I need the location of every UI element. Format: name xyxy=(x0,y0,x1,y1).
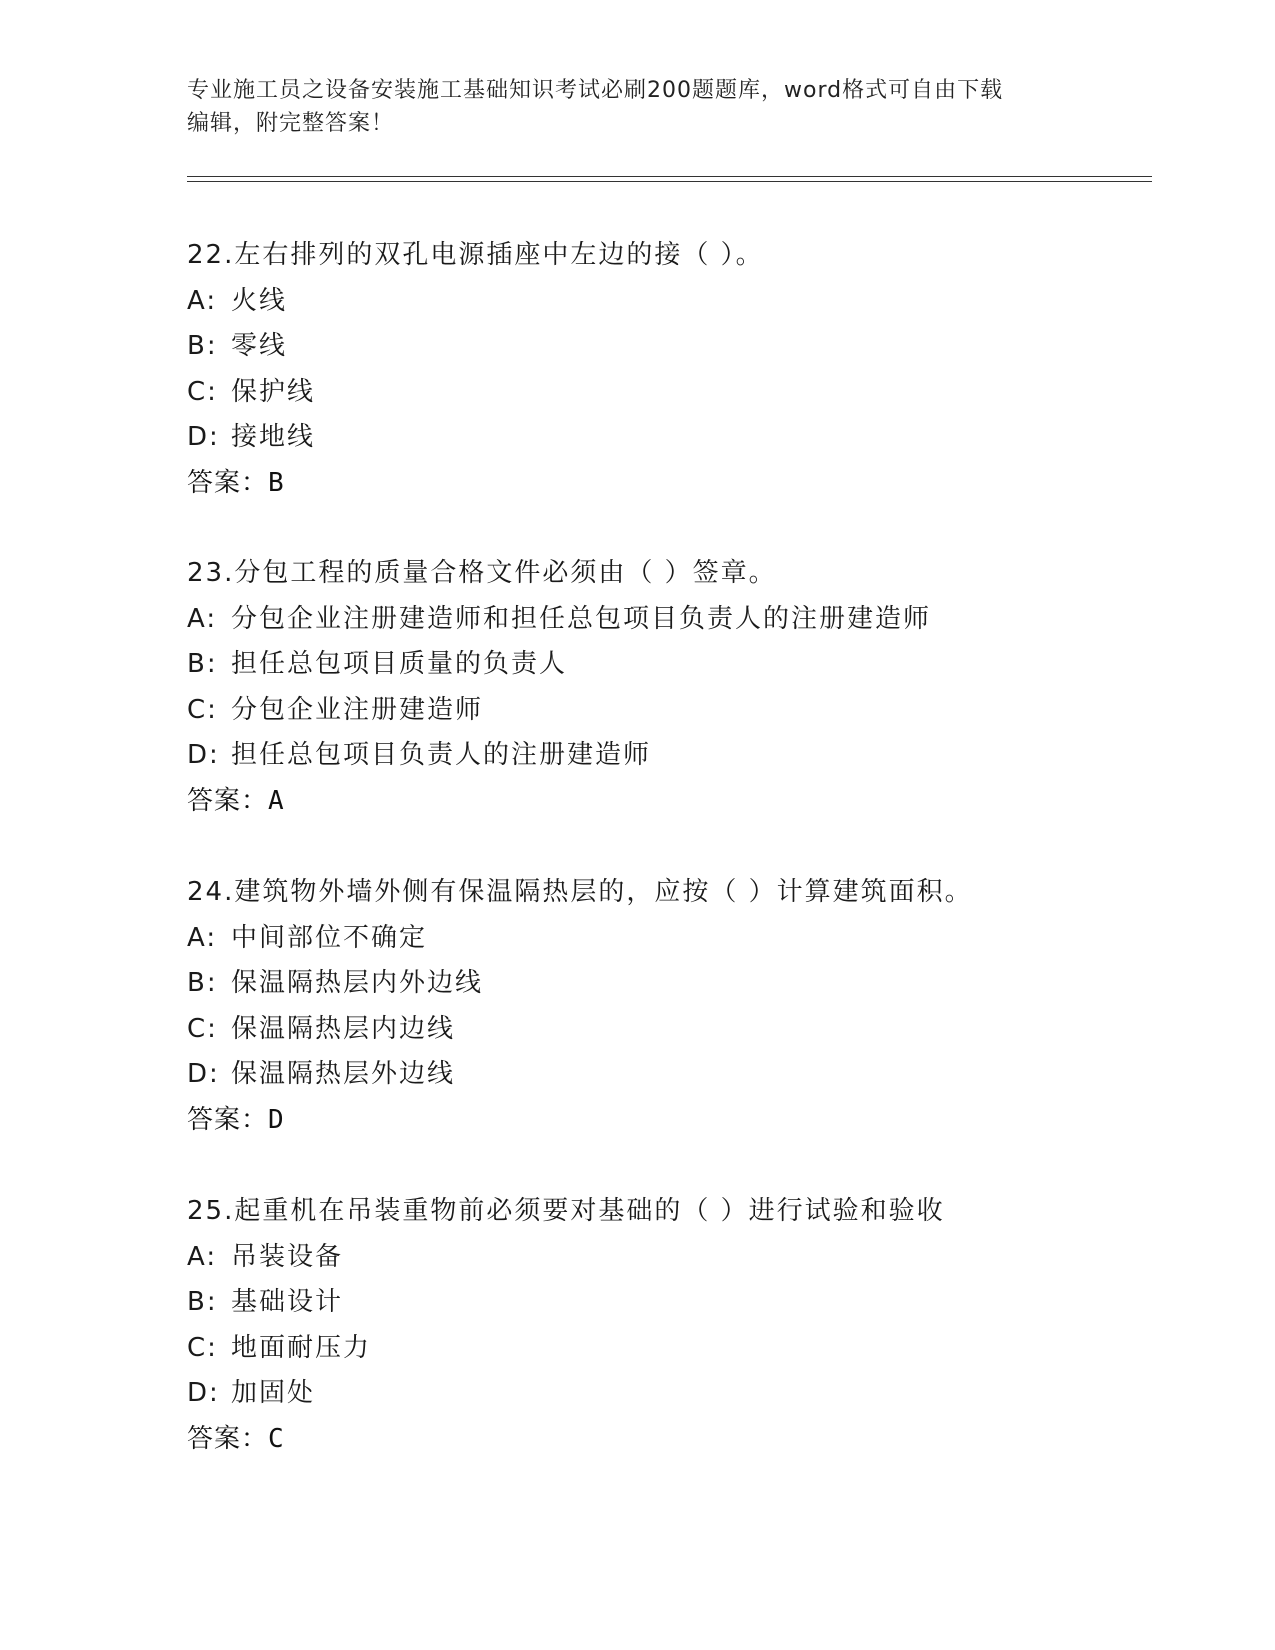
answer-label: 答案： xyxy=(187,1423,269,1454)
option-letter: D: xyxy=(187,422,220,453)
answer-label: 答案： xyxy=(187,467,269,498)
option-c xyxy=(187,1326,1147,1372)
option-d xyxy=(187,415,1147,461)
option-text: 保温隔热层内外边线 xyxy=(231,968,484,999)
option-text: 保温隔热层外边线 xyxy=(231,1059,456,1090)
option-c xyxy=(187,370,1147,416)
option-text: 担任总包项目负责人的注册建造师 xyxy=(231,740,652,771)
option-letter: D: xyxy=(187,740,220,771)
option-d xyxy=(187,733,1147,779)
option-text: 基础设计 xyxy=(231,1287,344,1318)
option-text: 接地线 xyxy=(231,422,316,453)
answer-value: B xyxy=(268,467,284,498)
question-block xyxy=(187,1189,1147,1463)
question-stem: 24.建筑物外墙外侧有保温隔热层的，应按（ ）计算建筑面积。 xyxy=(187,877,973,907)
answer-line xyxy=(187,779,1147,825)
question-block xyxy=(187,870,1147,1144)
answer-value: D xyxy=(268,1104,284,1135)
option-letter: D: xyxy=(187,1059,220,1090)
option-letter: C: xyxy=(187,1013,218,1044)
answer-value: C xyxy=(268,1423,284,1454)
header-line-1: 专业施工员之设备安装施工基础知识考试必刷200题题库，word格式可自由下载 xyxy=(187,78,1004,103)
option-text: 吊装设备 xyxy=(231,1241,344,1272)
question-stem: 23.分包工程的质量合格文件必须由（ ）签章。 xyxy=(187,558,777,588)
option-text: 分包企业注册建造师和担任总包项目负责人的注册建造师 xyxy=(231,603,932,634)
option-letter: B: xyxy=(187,331,218,362)
option-b xyxy=(187,324,1147,370)
option-text: 加固处 xyxy=(231,1378,316,1409)
option-text: 分包企业注册建造师 xyxy=(231,694,484,725)
answer-line xyxy=(187,461,1147,507)
option-letter: D: xyxy=(187,1378,220,1409)
option-letter: B: xyxy=(187,649,218,680)
option-letter: B: xyxy=(187,1287,218,1318)
answer-value: A xyxy=(268,785,284,816)
option-a xyxy=(187,916,1147,962)
answer-line xyxy=(187,1098,1147,1144)
document-header xyxy=(187,74,1067,140)
option-letter: B: xyxy=(187,968,218,999)
option-a xyxy=(187,1235,1147,1281)
option-letter: C: xyxy=(187,1332,218,1363)
answer-label: 答案： xyxy=(187,1104,269,1135)
header-divider-top xyxy=(187,176,1152,177)
answer-line xyxy=(187,1417,1147,1463)
option-d xyxy=(187,1371,1147,1417)
option-c xyxy=(187,688,1147,734)
option-text: 零线 xyxy=(231,331,288,362)
option-text: 保温隔热层内边线 xyxy=(231,1013,456,1044)
option-b xyxy=(187,961,1147,1007)
option-text: 中间部位不确定 xyxy=(231,922,428,953)
option-text: 火线 xyxy=(231,285,288,316)
option-b xyxy=(187,642,1147,688)
option-letter: C: xyxy=(187,376,218,407)
header-divider-bottom xyxy=(187,181,1152,182)
option-text: 担任总包项目质量的负责人 xyxy=(231,649,568,680)
header-line-2: 编辑，附完整答案！ xyxy=(187,111,395,136)
question-block xyxy=(187,233,1147,507)
option-text: 保护线 xyxy=(231,376,316,407)
option-a xyxy=(187,279,1147,325)
question-block xyxy=(187,551,1147,825)
option-letter: C: xyxy=(187,694,218,725)
option-b xyxy=(187,1280,1147,1326)
option-text: 地面耐压力 xyxy=(231,1332,372,1363)
option-letter: A: xyxy=(187,603,218,634)
option-d xyxy=(187,1052,1147,1098)
option-a xyxy=(187,597,1147,643)
question-stem: 22.左右排列的双孔电源插座中左边的接（ ）。 xyxy=(187,240,764,270)
option-letter: A: xyxy=(187,922,218,953)
option-letter: A: xyxy=(187,285,218,316)
option-letter: A: xyxy=(187,1241,218,1272)
option-c xyxy=(187,1007,1147,1053)
answer-label: 答案： xyxy=(187,785,269,816)
question-stem: 25.起重机在吊装重物前必须要对基础的（ ）进行试验和验收 xyxy=(187,1196,945,1226)
